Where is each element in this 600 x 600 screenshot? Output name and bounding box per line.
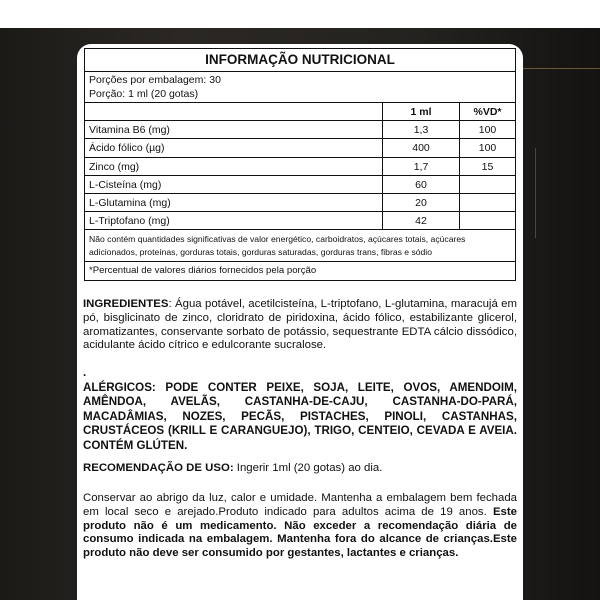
nutrient-name: Vitamina B6 (mg) <box>85 121 382 139</box>
allergens-prefix: . <box>83 366 87 379</box>
ingredients-text: : Água potável, acetilcisteína, L-triptofano, L-glutamina, maracujá em pó, bisglicinato de zinco, cloridrato de piridoxina, ácido fólico, estabilizante glicerol, aromatizantes, conservante sorbato de potássio, sequestrante EDTA cálcio dissódico, acidulante ácido cítrico e edulcorante sucralose. <box>83 298 517 352</box>
nutrient-name: L-Triptofano (mg) <box>85 212 382 230</box>
servings-per-package: Porções por embalagem: 30 <box>89 74 221 86</box>
nutrient-name: Ácido fólico (µg) <box>85 139 382 157</box>
daily-value-footnote: *Percentual de valores diários fornecidos pela porção <box>89 264 317 276</box>
recommendation-section <box>83 462 517 476</box>
allergens-text: ALÉRGICOS: PODE CONTER PEIXE, SOJA, LEITE, OVOS, AMENDOIM, AMÊNDOA, AVELÃS, CASTANHA-DE-CAJU, CASTANHA-DO-PARÁ, MACADÂMIAS, NOZES, PECÃS, PISTACHES, PINOLI, CASTANHAS, CRUSTÁCEOS (KRILL E CARANGUEJO), TRIGO, CENTEIO, CEVADA E AVEIA. CONTÉM GLÚTEN. <box>83 380 517 452</box>
column-header-amount: 1 ml <box>382 103 459 121</box>
nutrient-amount: 42 <box>382 212 459 230</box>
storage-section <box>83 492 517 561</box>
column-header-dv: %VD* <box>459 103 515 121</box>
decorative-line <box>535 148 536 238</box>
nutrient-name: L-Cisteína (mg) <box>85 176 382 194</box>
nutrient-amount: 1,3 <box>382 121 459 139</box>
nutrient-name: L-Glutamina (mg) <box>85 194 382 212</box>
nutrient-amount: 400 <box>382 139 459 157</box>
insignificant-amounts-note: Não contém quantidades significativas de valor energético, carboidratos, açúcares totais, açúcares adicionados, proteínas, gorduras totais, gorduras saturadas, gorduras trans, fibras e sódio <box>85 230 515 261</box>
allergens-section <box>83 366 517 454</box>
ingredients-section <box>83 298 517 353</box>
serving-size: Porção: 1 ml (20 gotas) <box>89 88 199 100</box>
nutrient-amount: 60 <box>382 176 459 194</box>
nutrient-dv: 100 <box>459 121 515 139</box>
decorative-line <box>518 68 600 69</box>
nutrition-grid <box>85 103 515 230</box>
recommendation-label: RECOMENDAÇÃO DE USO: <box>83 462 234 474</box>
storage-warning: Este produto não é um medicamento. Não exceder a recomendação diária de consumo indicada na embalagem. Mantenha fora do alcance de crianças.Este produto não deve ser consumido por gestantes, lactantes e crianças. <box>83 505 517 560</box>
nutrition-table <box>84 48 516 281</box>
recommendation-text: Ingerir 1ml (20 gotas) ao dia. <box>233 462 383 474</box>
nutrient-dv <box>459 194 515 212</box>
nutrient-dv: 15 <box>459 158 515 176</box>
nutrition-title: INFORMAÇÃO NUTRICIONAL <box>85 49 515 72</box>
ingredients-label: INGREDIENTES <box>83 298 169 310</box>
nutrient-name: Zinco (mg) <box>85 158 382 176</box>
storage-text: Conservar ao abrigo da luz, calor e umidade. Mantenha a embalagem bem fechada em local seco e arejado.Produto indicado para adultos acima de 19 anos. <box>83 492 517 518</box>
column-header-nutrient <box>85 103 382 121</box>
nutrient-dv <box>459 212 515 230</box>
portion-info <box>85 72 515 103</box>
nutrient-dv <box>459 176 515 194</box>
nutrient-dv: 100 <box>459 139 515 157</box>
nutrient-amount: 1,7 <box>382 158 459 176</box>
nutrient-amount: 20 <box>382 194 459 212</box>
